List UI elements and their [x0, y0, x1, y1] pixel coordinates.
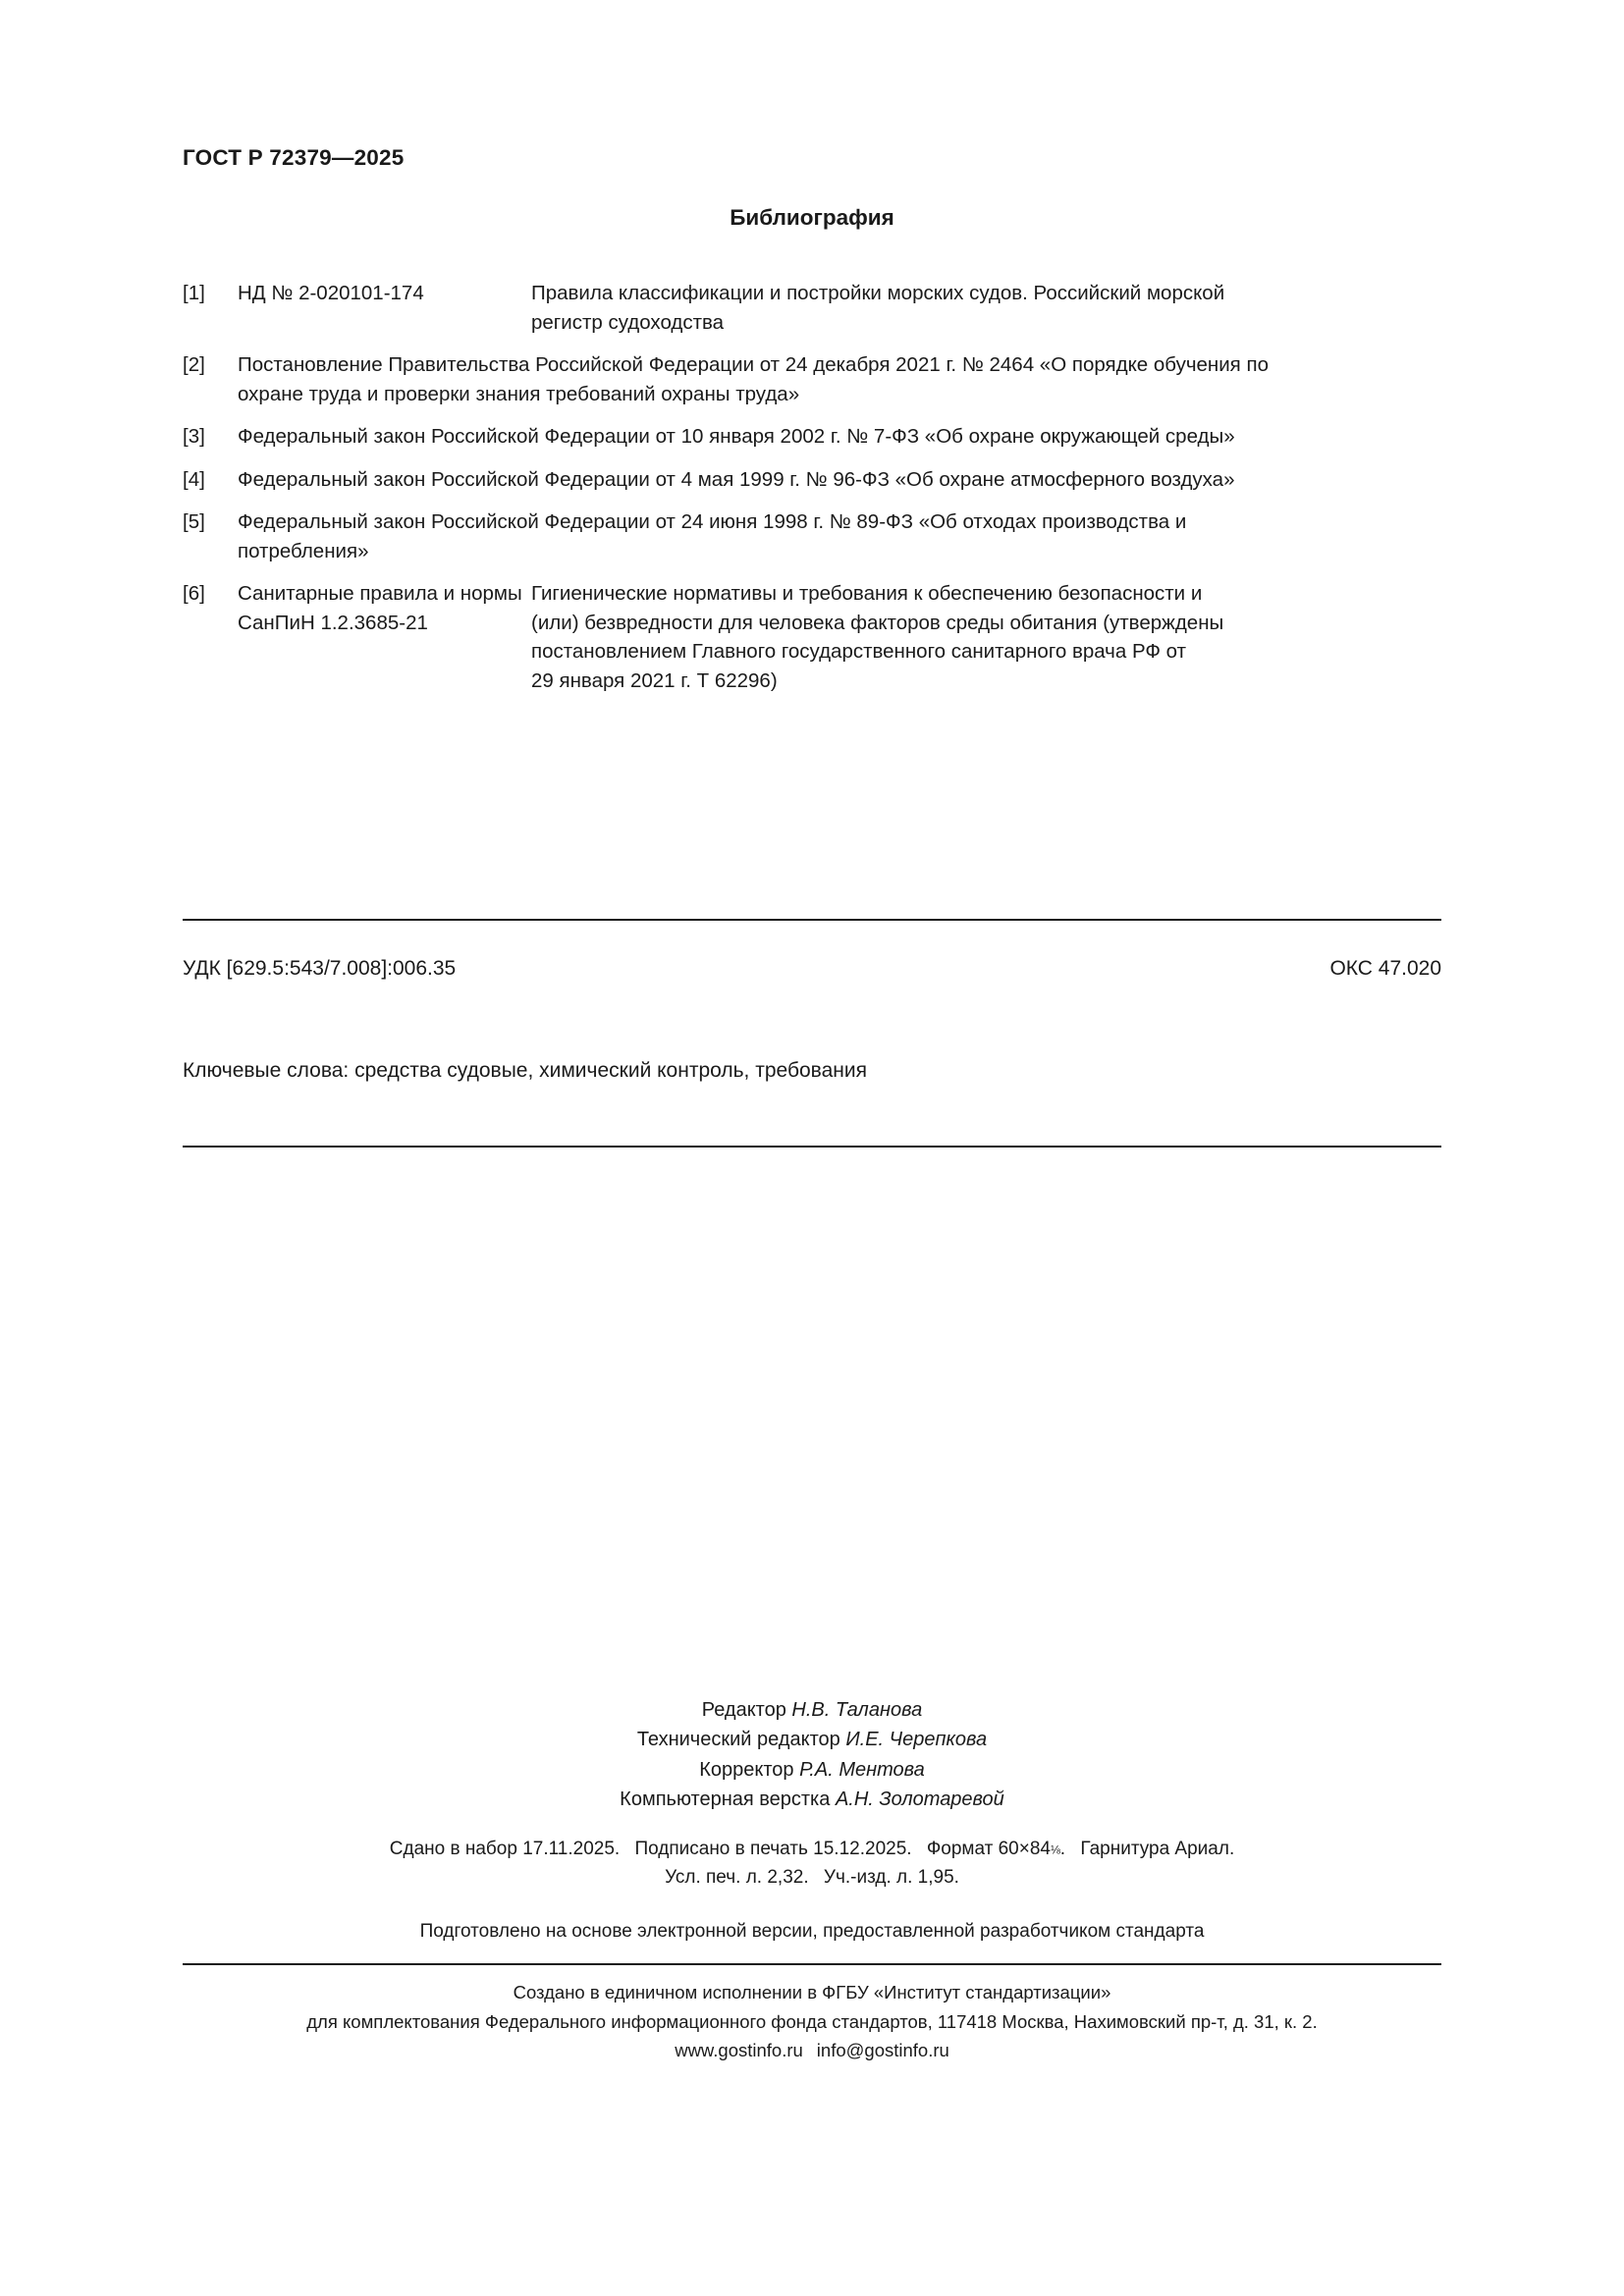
bibliography-entry [183, 279, 1499, 337]
horizontal-rule-top [183, 919, 1441, 921]
horizontal-rule-middle [183, 1146, 1441, 1148]
bibliography-list [183, 279, 1499, 709]
entry-line: постановлением Главного государственного санитарного врача РФ от [531, 640, 1187, 664]
section-title-bibliography: Библиография [730, 205, 894, 230]
bibliography-entry [183, 422, 1499, 452]
entry-line: регистр судоходства [531, 310, 725, 334]
footer-contacts [0, 2036, 1624, 2065]
running-head: ГОСТ Р 72379—2025 [183, 145, 405, 170]
colophon-layout [0, 1785, 1624, 1814]
entry-line: Федеральный закон Российской Федерации от 4 мая 1999 г. № 96-ФЗ «Об охране атмосферного воздуха» [238, 467, 1235, 491]
entry-line: Правила классификации и постройки морских судов. Российский морской [531, 282, 1225, 304]
tech-editor-label: Технический редактор [636, 1729, 840, 1751]
publisher-footer [0, 1978, 1624, 2065]
entry-line: охране труда и проверки знания требований охраны труда» [238, 382, 800, 405]
website-link[interactable]: www.gostinfo.ru [675, 2040, 803, 2061]
format-suffix: . [1059, 1839, 1066, 1859]
entry-number: [6] [183, 582, 205, 606]
print-info-line-2 [0, 1863, 1624, 1892]
entry-description [238, 422, 1499, 452]
conditional-sheets: Усл. печ. л. 2,32. [665, 1867, 809, 1889]
bibliography-entry [183, 350, 1499, 408]
entry-number: [2] [183, 353, 205, 377]
proofreader-label: Корректор [699, 1758, 794, 1781]
bibliography-entry [183, 507, 1499, 565]
entry-designator [238, 579, 531, 637]
layout-name: А.Н. Золотаревой [835, 1789, 1004, 1811]
entry-line: Федеральный закон Российской Федерации от 24 июня 1998 г. № 89-ФЗ «Об отходах производства и [238, 510, 1187, 534]
entry-line: (или) безвредности для человека факторов среды обитания (утверждены [531, 611, 1224, 634]
colophon-proofreader [0, 1755, 1624, 1785]
entry-description [531, 579, 1499, 695]
bibliography-entry [183, 579, 1499, 695]
entry-description [531, 279, 1499, 337]
signed-date: Подписано в печать 15.12.2025. [634, 1839, 912, 1859]
layout-label: Компьютерная верстка [620, 1789, 831, 1811]
horizontal-rule-bottom [183, 1963, 1441, 1965]
entry-designator: НД № 2-020101-174 [238, 282, 424, 304]
publisher-sheets: Уч.-изд. л. 1,95. [823, 1867, 959, 1889]
entry-line: 29 января 2021 г. Т 62296) [531, 668, 778, 692]
bibliography-entry [183, 465, 1499, 495]
format-label: Формат 60×84 [926, 1839, 1051, 1859]
print-info-line-1 [0, 1835, 1624, 1863]
colophon-tech-editor [0, 1725, 1624, 1754]
editor-name: Н.В. Таланова [791, 1699, 923, 1721]
entry-line: Федеральный закон Российской Федерации от 10 января 2002 г. № 7-ФЗ «Об охране окружающей среды» [238, 425, 1235, 449]
entry-line: Гигиенические нормативы и требования к обеспечению безопасности и [531, 582, 1203, 606]
entry-designator-line: Санитарные правила и нормы [238, 582, 522, 606]
editor-label: Редактор [701, 1699, 786, 1721]
entry-description [238, 507, 1499, 565]
entry-line: Постановление Правительства Российской Федерации от 24 декабря 2021 г. № 2464 «О порядке обучения по [238, 353, 1269, 377]
keywords-line: Ключевые слова: средства судовые, химический контроль, требования [183, 1059, 867, 1082]
email-link[interactable]: info@gostinfo.ru [816, 2040, 949, 2061]
entry-number: [5] [183, 510, 205, 534]
submitted-date: Сдано в набор 17.11.2025. [389, 1839, 621, 1859]
entry-number: [1] [183, 282, 205, 304]
entry-description [238, 465, 1499, 495]
tech-editor-name: И.Е. Черепкова [845, 1729, 988, 1751]
entry-line: потребления» [238, 539, 369, 562]
entry-designator-line: СанПиН 1.2.3685-21 [238, 611, 428, 634]
oks-code: ОКС 47.020 [1329, 957, 1441, 980]
entry-number: [4] [183, 467, 205, 491]
format-fraction: ⅛ [1050, 1843, 1060, 1857]
colophon-editor [0, 1695, 1624, 1725]
proofreader-name: Р.А. Ментова [799, 1758, 925, 1781]
entry-number: [3] [183, 425, 205, 449]
colophon [0, 1695, 1624, 1815]
prepared-note: Подготовлено на основе электронной версии, предоставленной разработчиком стандарта [419, 1921, 1205, 1942]
footer-line-2: для комплектования Федерального информационного фонда стандартов, 117418 Москва, Нахимовский пр-т, д. 31, к. 2. [306, 2010, 1318, 2032]
classification-codes [183, 957, 1441, 981]
udc-code: УДК [629.5:543/7.008]:006.35 [183, 957, 457, 980]
entry-description [238, 350, 1499, 408]
typeface: Гарнитура Ариал. [1080, 1839, 1235, 1859]
print-info [0, 1835, 1624, 1893]
footer-line-1: Создано в единичном исполнении в ФГБУ «Институт стандартизации» [513, 1982, 1111, 2002]
